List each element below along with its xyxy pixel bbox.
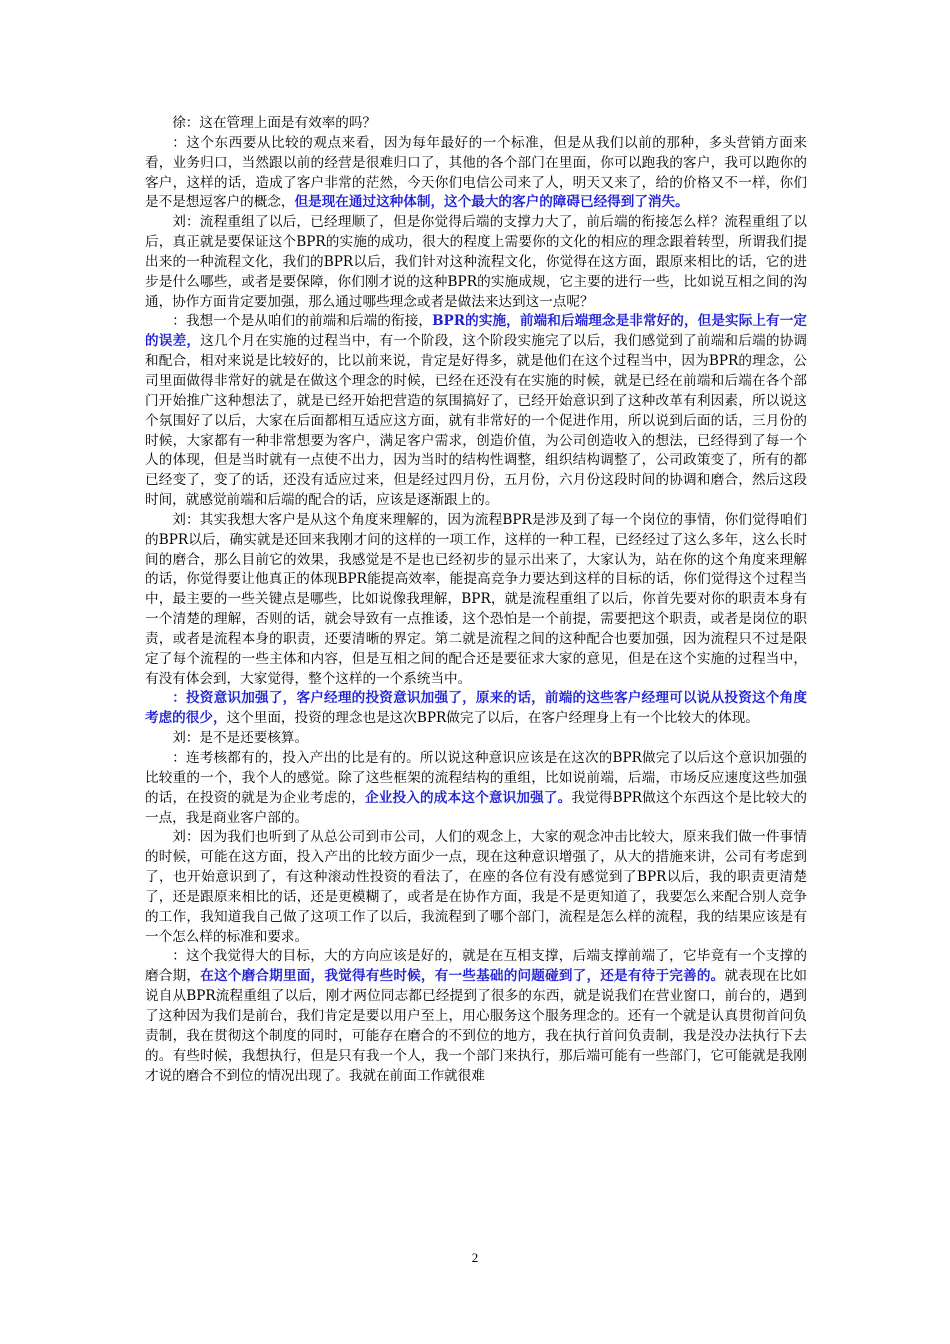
highlighted-text: 在这个磨合期里面，我觉得有些时候，有一些基础的问题碰到了，还是有待于完善的。 — [200, 968, 725, 985]
document-body — [145, 114, 807, 1086]
highlighted-text: 但是现在通过这种体制，这个最大的客户的障碍已经得到了消失。 — [294, 194, 689, 211]
paragraph-9 — [145, 828, 807, 947]
text-run: 刘：其实我想大客户是从这个角度来理解的，因为流程BPR是涉及到了每一个岗位的事情，你们觉得咱们的BPR以后，确实就是还回来我刚才问的这样的一项工作，这样的一种工程，已经经过了这么多年，这么长时间的磨合，那么目前它的效果，我感觉是不是也已经初步的显示出来了，大家认为，站在你的这个角度来理解的话，你觉得要让他真正的体现BPR能提高效率，能提高竞争力要达到这样的目标的话，你们觉得这个过程当中，最主要的一些关键点是哪些，比如说像我理解，BPR，就是流程重组了以后，你首先要对你的职责本身有一个清楚的理解，否则的话，就会导致有一点推诿，这个恐怕是一个前提，需要把这个职责，或者是岗位的职责，或者是流程本身的职责，还要清晰的界定。第二就是流程之间的这种配合也要加强，因为流程只不过是限定了每个流程的一些主体和内容，但是互相之间的配合还是要征求大家的意见，但是在这个实施的过程当中，有没有体会到，大家觉得，整个这样的一个系统当中。 — [145, 511, 807, 687]
highlighted-text: 投资意识加强了，客户经理的投资意识加强了，原来的话，前端的这些客户经理可以说从投资这个角度考虑的很少， — [145, 690, 808, 727]
text-run: 刘：流程重组了以后，已经理顺了，但是你觉得后端的支撑力大了，前后端的衔接怎么样？流程重组了以后，真正就是要保证这个BPR的实施的成功，很大的程度上需要你的文化的相应的理念跟着转型，所谓我们提出来的一种流程文化，我们的BPR以后，我们针对这种流程文化，你觉得在这方面，跟原来相比的话，它的进步是什么哪些，或者是要保障，你们刚才说的这种BPR的实施成规，它主要的进行一些，比如说互相之间的沟通，协作方面肯定要加强，那么通过哪些理念或者是做法来达到这一点呢？ — [145, 214, 807, 310]
page-number: 2 — [471, 1250, 479, 1265]
text-run: 这个里面，投资的理念也是这次BPR做完了以后，在客户经理身上有一个比较大的体现。 — [226, 710, 759, 727]
text-run: 徐：这在管理上面是有效率的吗？ — [172, 115, 377, 131]
paragraph-4 — [145, 312, 807, 510]
text-run: ：连考核都有的，投入产出的比是有的。所以说这种意识应该是在这次的BPR做完了以后这个意识加强的比较重的一个，我个人的感觉。除了这些框架的流程结构的重组，比如说前端，后端，市场反应速度这些加强的话，在投资的就是为企业考虑的， — [145, 750, 807, 806]
paragraph-5 — [145, 511, 807, 690]
highlighted-text: ： — [172, 690, 186, 707]
paragraph-6 — [145, 689, 807, 729]
text-run: 这几个月在实施的过程当中，有一个阶段，这个阶段实施完了以后，我们感觉到了前端和后端的协调和配合，相对来说是比较好的，比以前来说，肯定是好得多，就是他们在这个过程当中，因为BPR的理念，公司里面做得非常好的就是在做这个理念的时候，已经在还没有在实施的时候，就是已经在前端和后端在各个部门开始推广这种想法了，就是已经开始把营造的氛围搞好了，已经开始意识到了这种改革有利因素，所以说这个氛围好了以后，大家在后面都相互适应这方面，就有非常好的一个促进作用，所以说到后面的话，三月份的时候，大家都有一种非常想要为客户，满足客户需求，创造价值，为公司创造收入的想法，已经得到了每一个人的体现，但是当时就有一点使不出力，因为当时的结构性调整，组织结构调整了，公司政策变了，所有的都已经变了，变了的话，还没有适应过来，但是经过四月份，五月份，六月份这段时间的协调和磨合，然后这段时间，就感觉前端和后端的配合的话，应该是逐渐跟上的。 — [145, 333, 808, 509]
text-run: 刘：因为我们也听到了从总公司到市公司，人们的观念上，大家的观念冲击比较大，原来我们做一件事情的时候，可能在这方面，投入产出的比较方面少一点，现在这种意识增强了，从大的措施来讲，公司有考虑到了，也开始意识到了，有这种滚动性投资的看法了，在座的各位有没有感觉到了BPR以后，我的职责更清楚了，还是跟原来相比的话，还是更模糊了，或者是在协作方面，我是不是更知道了，我要怎么来配合别人竞争的工作，我知道我自己做了这项工作了以后，我流程到了哪个部门，流程是怎么样的流程，我的结果应该是有一个怎么样的标准和要求。 — [145, 829, 807, 945]
paragraph-1 — [145, 114, 807, 134]
paragraph-3 — [145, 213, 807, 312]
text-run: 刘：是不是还要核算。 — [172, 730, 309, 747]
paragraph-10 — [145, 947, 807, 1086]
text-run: 就表现在比如说自从BPR流程重组了以后，刚才两位同志都已经提到了很多的东西，就是说我们在营业窗口，前台的，遇到了这种因为我们是前台，我们肯定是要以用户至上，用心服务这个服务理念的。还有一个就是认真贯彻首问负责制，我在贯彻这个制度的同时，可能存在磨合的不到位的地方，我在执行首问负责制，我是没办法执行下去的。有些时候，我想执行，但是只有我一个人，我一个部门来执行，那后端可能有一些部门，它可能就是我刚才说的磨合不到位的情况出现了。我就在前面工作就很难 — [145, 968, 808, 1084]
highlighted-text: BPR的实施，前端和后端理念是非常好的，但是实际上有一定的误差， — [145, 313, 807, 350]
text-run: 我觉得BPR做这个东西这个是比较大的一点，我是商业客户部的。 — [145, 789, 808, 826]
text-run: ：这个东西要从比较的观点来看，因为每年最好的一个标准，但是从我们以前的那种，多头营销方面来看，业务归口，当然跟以前的经营是很难归口了，其他的各个部门在里面，你可以跑我的客户，我可以跑你的客户，这样的话，造成了客户非常的茫然，今天你们电信公司来了人，明天又来了，给的价格又不一样，你们是不是想逗客户的概念， — [145, 134, 807, 211]
paragraph-8 — [145, 749, 807, 828]
text-run: ：这个我觉得大的目标，大的方向应该是好的，就是在互相支撑，后端支撑前端了，它毕竟有一个支撑的磨合期， — [145, 948, 807, 985]
paragraph-2 — [145, 134, 807, 213]
paragraph-7 — [145, 729, 807, 749]
text-run: ：我想一个是从咱们的前端和后端的衔接， — [172, 313, 433, 330]
highlighted-text: 企业投入的成本这个意识加强了。 — [365, 789, 572, 806]
